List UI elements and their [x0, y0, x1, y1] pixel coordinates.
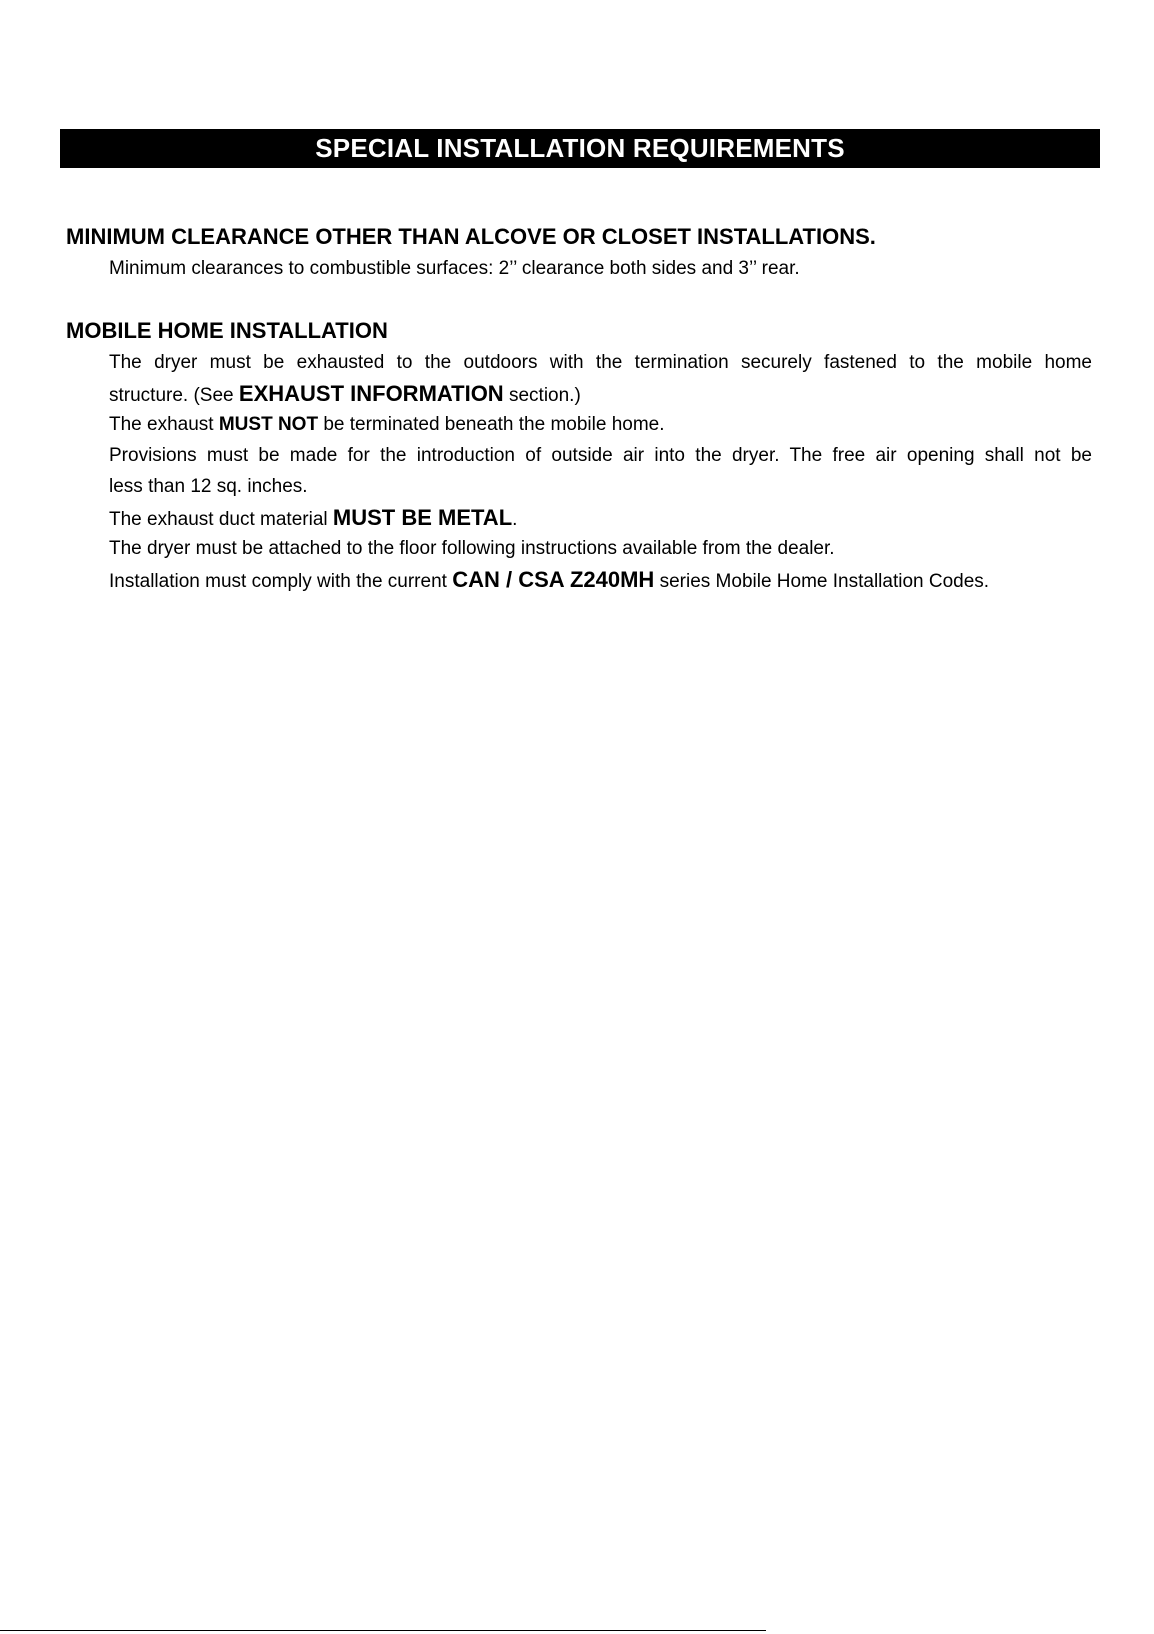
must-not-emphasis: MUST NOT: [218, 414, 319, 435]
line-8-text-a: Installation must comply with the current: [109, 571, 453, 592]
line-6-text-a: The exhaust duct material: [109, 509, 333, 530]
line-8-text-c: series Mobile Home Installation Codes.: [654, 571, 990, 592]
mobile-home-heading: MOBILE HOME INSTALLATION: [66, 318, 388, 343]
mobile-home-line-7: The dryer must be attached to the floor following instructions available from the dealer.: [109, 538, 835, 559]
mobile-home-line-8: [109, 568, 989, 594]
line-3-text-a: The exhaust: [109, 414, 219, 435]
mobile-home-line-6: [109, 506, 517, 532]
code-standard-reference: CAN / CSA Z240MH: [452, 567, 655, 592]
page-title-banner: SPECIAL INSTALLATION REQUIREMENTS: [60, 129, 1100, 168]
must-be-metal-emphasis: MUST BE METAL: [332, 505, 513, 530]
mobile-home-line-5: less than 12 sq. inches.: [109, 476, 308, 497]
clearance-text: Minimum clearances to combustible surfaces: 2’’ clearance both sides and 3’’ rear.: [109, 258, 800, 279]
exhaust-information-reference: EXHAUST INFORMATION: [238, 381, 504, 406]
mobile-home-line-4: Provisions must be made for the introduction of outside air into the dryer. The free air opening shall not be: [109, 445, 1092, 466]
line-3-text-c: be terminated beneath the mobile home.: [318, 414, 665, 435]
mobile-home-line-1: The dryer must be exhausted to the outdoors with the termination securely fastened to the mobile home: [109, 352, 1092, 373]
line-2-text-a: structure. (See: [109, 385, 239, 406]
clearance-heading: MINIMUM CLEARANCE OTHER THAN ALCOVE OR CLOSET INSTALLATIONS.: [66, 224, 876, 249]
footer-rule: [0, 1630, 766, 1631]
line-2-text-c: section.): [503, 385, 581, 406]
mobile-home-line-3: [109, 413, 665, 437]
line-6-text-c: .: [512, 509, 518, 530]
mobile-home-line-2: [109, 382, 581, 408]
